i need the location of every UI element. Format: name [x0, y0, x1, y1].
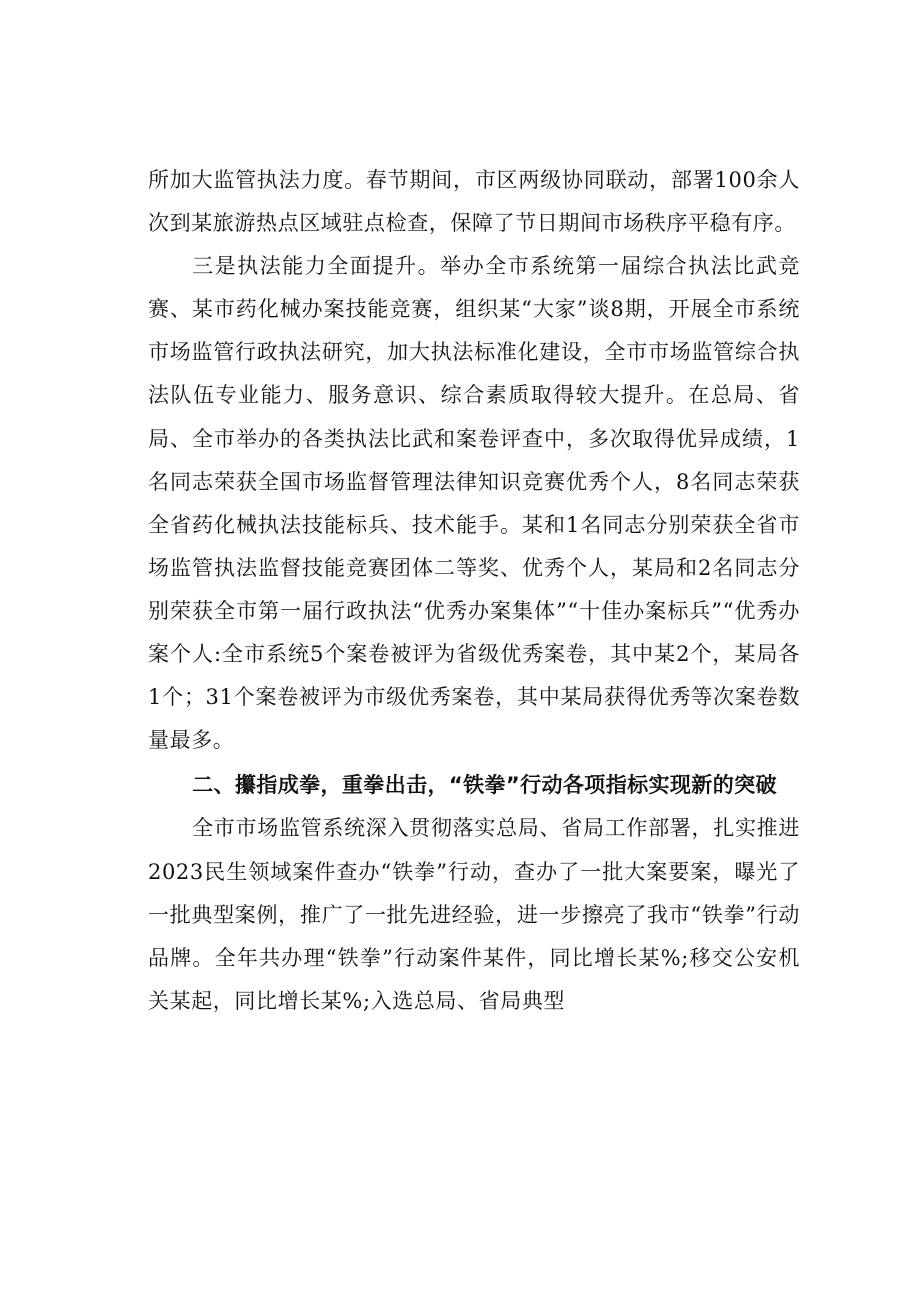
paragraph-continued: 所加大监管执法力度。春节期间，市区两级协同联动，部署100余人次到某旅游热点区域驻点检查，保障了节日期间市场秩序平稳有序。 [148, 168, 800, 236]
paragraph-iron-fist-action: 全市市场监管系统深入贯彻落实总局、省局工作部署，扎实推进2023民生领域案件查办“铁拳”行动，查办了一批大案要案，曝光了一批典型案例，推广了一批先进经验，进一步擦亮了我市“铁拳”行动品牌。全年共办理“铁拳”行动案件某件，同比增长某%;移交公安机关某起，同比增长某%;入选总局、省局典型 [148, 816, 800, 1013]
section-heading: 二、攥指成拳，重拳出击，“铁拳”行动各项指标实现新的突破 [192, 773, 777, 798]
document-body [148, 159, 800, 1023]
paragraph-enforcement-capability: 三是执法能力全面提升。举办全市系统第一届综合执法比武竞赛、某市药化械办案技能竞赛，组织某“大家”谈8期，开展全市系统市场监管行政执法研究，加大执法标准化建设，全市市场监管综合执法队伍专业能力、服务意识、综合素质取得较大提升。在总局、省局、全市举办的各类执法比武和案卷评查中，多次取得优异成绩，1名同志荣获全国市场监督管理法律知识竞赛优秀个人，8名同志荣获全省药化械执法技能标兵、技术能手。某和1名同志分别荣获全省市场监管执法监督技能竞赛团体二等奖、优秀个人，某局和2名同志分别荣获全市第一届行政执法“优秀办案集体”“十佳办案标兵”“优秀办案个人:全市系统5个案卷被评为省级优秀案卷，其中某2个，某局各1个；31个案卷被评为市级优秀案卷，其中某局获得优秀等次案卷数量最多。 [148, 254, 800, 753]
